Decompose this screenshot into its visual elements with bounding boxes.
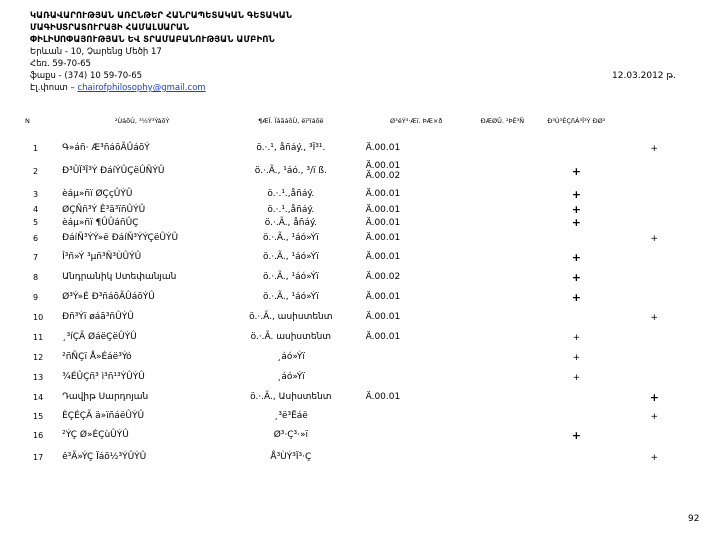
row-mark-cell — [532, 425, 621, 445]
table-row — [25, 445, 688, 469]
row-specialty-codes — [360, 367, 473, 387]
row-parttime-cell — [621, 139, 688, 157]
row-specialty-codes — [360, 203, 473, 216]
row-mark-cell — [532, 445, 621, 469]
row-parttime-cell — [621, 216, 688, 229]
specialty-code: Ä.00.01 — [365, 233, 401, 243]
row-parttime-cell — [621, 229, 688, 247]
row-number: 17 — [33, 452, 44, 462]
row-staff-cell — [473, 407, 532, 425]
row-specialty-codes — [360, 425, 473, 445]
row-number: 15 — [33, 411, 44, 421]
plus-mark: + — [649, 390, 659, 404]
col-header-number: N — [25, 117, 30, 125]
table-row — [25, 407, 688, 425]
row-parttime-cell — [621, 425, 688, 445]
table-row — [25, 287, 688, 307]
row-staff-cell — [473, 367, 532, 387]
row-mark-cell — [532, 367, 621, 387]
row-name: èáµ»ñï ¶ÛÛáñÛÇ — [62, 217, 139, 228]
table-row — [25, 307, 688, 327]
row-mark-cell — [532, 203, 621, 216]
address: Երևան - 10, Չարենց Մեծի 17 — [30, 47, 162, 57]
row-degree: ö.·.Ã., ¹áó»Ýï — [263, 292, 319, 302]
table-row — [25, 267, 688, 287]
row-staff-cell — [473, 387, 532, 407]
row-mark-cell — [532, 139, 621, 157]
row-number: 10 — [33, 312, 44, 322]
plus-mark: + — [572, 372, 581, 383]
specialty-code: Ä.00.02 — [365, 171, 401, 181]
plus-mark: + — [571, 187, 581, 201]
table-header-row — [25, 103, 688, 139]
email-link[interactable]: chairofphilosophy@gmail.com — [77, 83, 206, 93]
row-name: Ø³Ý»É Ð³ñáõÃÛáõÝÛ — [62, 292, 155, 302]
plus-mark: + — [571, 164, 581, 178]
row-name: ÐáíÑ³ÝÝ»ë ÐáíÑ³ÝÝÇëÛÝÛ — [62, 233, 179, 243]
plus-mark: + — [650, 233, 659, 244]
row-parttime-cell — [621, 157, 688, 185]
fax: ֆաքս - (374) 10 59-70-65 — [30, 71, 143, 81]
plus-mark: + — [572, 352, 581, 363]
row-name: ¾ÉÛÇñ³ ì³ñ¹³ÝÛÝÛ — [62, 372, 145, 382]
plus-mark: + — [650, 452, 659, 463]
specialty-code: Ä.00.01 — [365, 332, 401, 342]
row-name: Ð³ÛÏ³Ï³Ý ÐáíÝÛÇëÛÑÝÛ — [62, 166, 165, 176]
row-degree: Å³ÙÝ³Ï³·Ç — [270, 452, 312, 462]
table-row — [25, 347, 688, 367]
row-degree: ö.·.Ã., ¹áó»Ýï — [263, 272, 319, 282]
row-parttime-cell — [621, 407, 688, 425]
row-number: 13 — [33, 372, 44, 382]
row-staff-cell — [473, 157, 532, 185]
row-specialty-codes — [360, 327, 473, 347]
row-specialty-codes — [360, 347, 473, 367]
row-staff-cell — [473, 247, 532, 267]
row-degree: ¸áó»Ýï — [276, 372, 305, 382]
row-name: Ðñ³Ýï øáã³ñÛÝÛ — [62, 312, 134, 322]
table-row — [25, 387, 688, 407]
row-parttime-cell — [621, 307, 688, 327]
row-specialty-codes — [360, 445, 473, 469]
row-number: 12 — [33, 352, 44, 362]
row-number: 5 — [33, 218, 39, 227]
plus-mark: + — [571, 203, 581, 216]
plus-mark: + — [572, 332, 581, 343]
col-header-degree: ¶ÆÏ. ÏáãáõÙ, ëï³ïáõë — [258, 117, 324, 125]
row-parttime-cell — [621, 347, 688, 367]
specialty-code: Ä.00.01 — [365, 292, 401, 302]
table-row — [25, 203, 688, 216]
row-specialty-codes — [360, 387, 473, 407]
row-name: Անդրանիկ Ստեփանյան — [62, 272, 177, 282]
row-parttime-cell — [621, 287, 688, 307]
row-mark-cell — [532, 347, 621, 367]
row-mark-cell — [532, 267, 621, 287]
specialty-code: Ä.00.01 — [365, 392, 401, 402]
plus-mark: + — [571, 270, 581, 284]
row-number: 11 — [33, 332, 44, 342]
row-name: Î³ñ»Ý ³µñ³Ñ³ÙÛÝÛ — [62, 252, 142, 262]
row-staff-cell — [473, 287, 532, 307]
table-row — [25, 229, 688, 247]
row-number: 1 — [33, 143, 39, 153]
row-staff-cell — [473, 139, 532, 157]
specialty-code: Ä.00.01 — [365, 143, 401, 153]
specialty-code: Ä.00.01 — [365, 312, 401, 322]
table-row — [25, 216, 688, 229]
plus-mark: + — [571, 290, 581, 304]
row-number: 9 — [33, 292, 39, 302]
plus-mark: + — [571, 250, 581, 264]
page-number: 92 — [688, 514, 700, 524]
row-staff-cell — [473, 347, 532, 367]
row-degree: ö.·.Ã., ¹áó»Ýï — [263, 252, 319, 262]
row-mark-cell — [532, 229, 621, 247]
row-number: 7 — [33, 252, 39, 262]
row-mark-cell — [532, 327, 621, 347]
table-row — [25, 185, 688, 203]
row-name: ²ÝÇ Ø»ÉÇùÛÝÛ — [62, 430, 129, 440]
row-degree: ö.·.Ã., Ասիստենտ — [250, 392, 332, 402]
table-row — [25, 327, 688, 347]
table-row — [25, 139, 688, 157]
row-name: ¸³íÇÃ ØáëÇëÛÝÛ — [62, 332, 137, 342]
row-number: 6 — [33, 233, 39, 243]
letterhead-title-3: ՓԻԼԻՍՈՓԱՅՈՒԹՅԱՆ ԵՎ ՏՐԱՄԱԲԱՆՈՒԹՅԱՆ ԱՄԲԻՈՆ — [30, 35, 275, 45]
row-mark-cell — [532, 307, 621, 327]
row-number: 2 — [33, 166, 39, 176]
specialty-code: Ä.00.01 — [365, 189, 401, 199]
row-specialty-codes — [360, 216, 473, 229]
row-staff-cell — [473, 425, 532, 445]
row-parttime-cell — [621, 367, 688, 387]
row-parttime-cell — [621, 327, 688, 347]
plus-mark: + — [571, 216, 581, 229]
row-degree: ö.·.¹.,åñáý. — [267, 189, 315, 199]
specialty-code: Ä.00.01 — [365, 204, 401, 215]
table-row — [25, 425, 688, 445]
row-degree: ¸³ë³Ëáë — [273, 411, 308, 421]
row-degree: ö.·.Ã., ¹áó., ³/ï ß. — [254, 166, 327, 176]
row-specialty-codes — [360, 157, 473, 185]
row-number: 14 — [33, 392, 44, 402]
row-mark-cell — [532, 407, 621, 425]
letterhead — [30, 10, 690, 94]
row-name: èáµ»ñï ØÇçÛÝÛ — [62, 189, 133, 199]
specialty-code: Ä.00.01 — [365, 217, 401, 228]
col-header-name: ²ÙáõÙ, ³½Ý³ÝáõÝ — [114, 117, 170, 125]
row-name: ØÇÑñ³Ý Ê³ã³ïñÛÝÛ — [62, 204, 146, 215]
row-staff-cell — [473, 445, 532, 469]
row-staff-cell — [473, 216, 532, 229]
row-degree: ö.·.Ã. ասիստենտ — [250, 332, 332, 342]
document-date: 12.03.2012 թ. — [612, 71, 676, 81]
email-label: Էլ.փոստ – — [30, 83, 78, 93]
table-body — [25, 139, 688, 469]
row-mark-cell — [532, 387, 621, 407]
staff-table — [25, 103, 688, 469]
row-name: ÈÇÉÇÃ ä»ïñáëÛÝÛ — [62, 411, 145, 421]
phone: Հեռ. 59-70-65 — [30, 59, 91, 69]
row-parttime-cell — [621, 203, 688, 216]
row-degree: ö.·.Ã., åñáý. — [264, 217, 317, 228]
table-row — [25, 157, 688, 185]
row-parttime-cell — [621, 387, 688, 407]
row-mark-cell — [532, 216, 621, 229]
row-number: 8 — [33, 272, 39, 282]
specialty-code: Ä.00.02 — [365, 272, 401, 282]
row-mark-cell — [532, 157, 621, 185]
row-specialty-codes — [360, 307, 473, 327]
row-degree: Ø³·Ç³·»ï — [273, 430, 308, 440]
plus-mark: + — [650, 312, 659, 323]
row-parttime-cell — [621, 445, 688, 469]
specialty-code: Ä.00.01 — [365, 252, 401, 262]
letterhead-title-2: ՄԱԳԻՍՏՐԱՏՈՒՐԱՅԻ ՀԱՄԱԼՍԱՐԱՆ — [30, 23, 190, 33]
row-degree: ö.·.Ã., ¹áó»Ýï — [263, 233, 319, 243]
row-degree: ¸áó»Ýï — [276, 352, 305, 362]
table-row — [25, 367, 688, 387]
email-line — [30, 82, 690, 94]
row-staff-cell — [473, 203, 532, 216]
row-staff-cell — [473, 229, 532, 247]
row-staff-cell — [473, 307, 532, 327]
row-number: 16 — [33, 430, 44, 440]
row-degree: ö.·.¹, åñáý., ³Ï³¹. — [256, 143, 326, 153]
row-parttime-cell — [621, 267, 688, 287]
table-row — [25, 247, 688, 267]
plus-mark: + — [650, 411, 659, 422]
specialty-code: Ä.00.01 — [365, 161, 401, 171]
row-specialty-codes — [360, 229, 473, 247]
col-header-parttime: Ð³Ù³ÉÇñÁ³Ï³Ý ÐØ³ — [547, 117, 606, 125]
col-header-specialty: Ø³ëÝ³·Æï. ÞÆ×ð — [390, 117, 443, 125]
row-specialty-codes — [360, 287, 473, 307]
row-specialty-codes — [360, 185, 473, 203]
row-parttime-cell — [621, 185, 688, 203]
row-number: 4 — [33, 205, 39, 214]
row-name: ê³Ã»ÝÇ Ïáõ½³ÝÛÝÛ — [62, 452, 147, 462]
row-mark-cell — [532, 247, 621, 267]
row-parttime-cell — [621, 247, 688, 267]
row-degree: ö.·.Ã., ասիստենտ — [249, 312, 333, 322]
row-number: 3 — [33, 189, 39, 199]
row-specialty-codes — [360, 247, 473, 267]
row-staff-cell — [473, 267, 532, 287]
row-specialty-codes — [360, 267, 473, 287]
row-name: ²ñÑÇï Å»Éáë³Ýó — [62, 352, 132, 362]
row-specialty-codes — [360, 139, 473, 157]
row-mark-cell — [532, 185, 621, 203]
row-staff-cell — [473, 185, 532, 203]
row-name: Գ»áñ· Æ³ñáõÃÛáõÝ — [62, 143, 150, 153]
plus-mark: + — [571, 428, 581, 442]
row-specialty-codes — [360, 407, 473, 425]
col-header-staff: ÐÆØÛ. ²ÞÊ³Ñ — [480, 117, 525, 125]
letterhead-title-1: ԿԱՌԱՎԱՐՈՒԹՅԱՆ ԱՌԸՆԹԵՐ ՀԱՆՐԱՊԵՏԱԿԱՆ ԳԵՏԱԿԱՆ — [30, 11, 292, 21]
row-degree: ö.·.¹.,åñáý. — [267, 204, 315, 215]
row-staff-cell — [473, 327, 532, 347]
row-name: Դավիթ Սարդոյան — [62, 392, 149, 402]
row-mark-cell — [532, 287, 621, 307]
plus-mark: + — [650, 143, 659, 154]
